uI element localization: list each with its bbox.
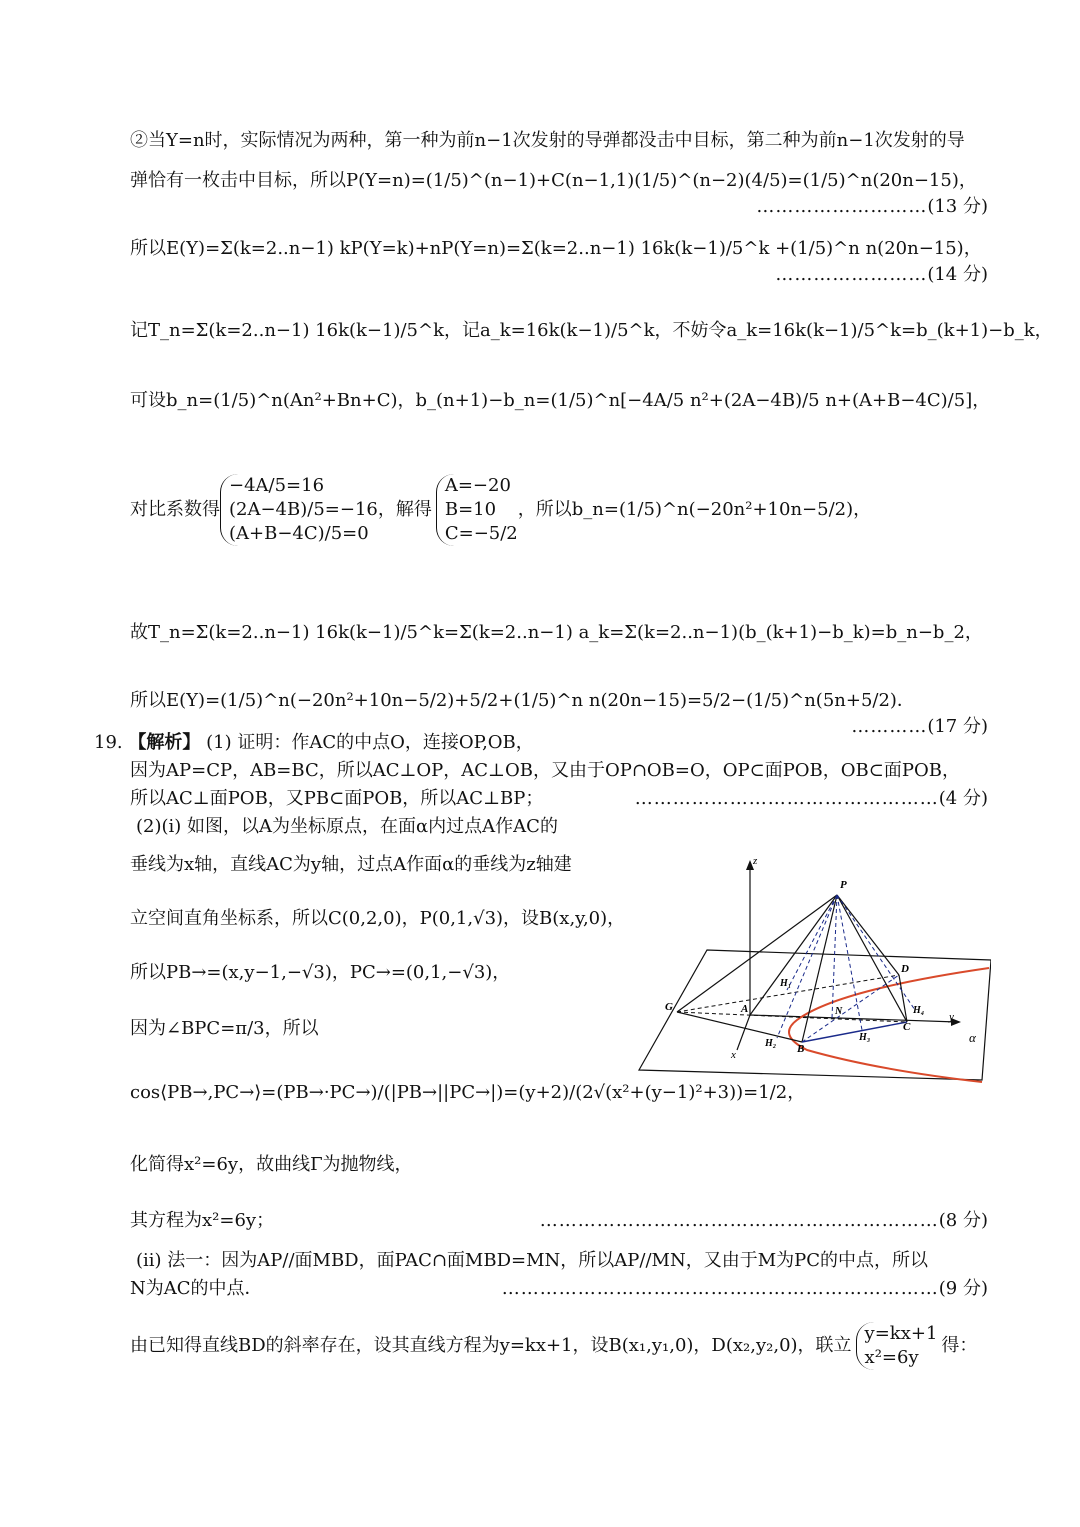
equation-system-solution: [436, 474, 518, 546]
score-4: (4 分): [938, 788, 988, 809]
text-p3: 记T_n=Σ(k=2..n−1) 16k(k−1)/5^k，记a_k=16k(k−1)/5^k，不妨令a_k=16k(k−1)/5^k=b_(k+1)−b_k，: [130, 320, 1053, 341]
text-q19-4: (2)(i) 如图，以A为坐标原点，在面α内过点A作AC的: [136, 816, 558, 837]
text-q19-9: cos⟨PB→,PC→⟩=(PB→·PC→)/(|PB→||PC→|)=(y+2)/(2√(x²+(y−1)²+3))=1/2，: [130, 1082, 806, 1103]
q19-line-3: 所以AC⊥面POB，又PB⊂面POB，所以AC⊥BP； …………………………………………(4 分): [130, 788, 988, 809]
text-p1b: 弹恰有一枚击中目标，所以P(Y=n)=(1/5)^(n−1)+C(n−1,1)(1/5)^(n−2)(4/5)=(1/5)^n(20n−15)，: [130, 170, 977, 191]
dashed-PH4: [837, 895, 915, 1010]
q19-line-4: [136, 814, 988, 840]
text-p4: 可设b_n=(1/5)^n(An²+Bn+C)，b_(n+1)−b_n=(1/5)^n[−4A/5 n²+(2A−4B)/5 n+(A+B−4C)/5]，: [130, 390, 991, 411]
analysis-tag: 【解析】: [128, 732, 201, 753]
label-H4: H₄: [913, 1005, 925, 1016]
label-B: B: [797, 1043, 805, 1055]
text-q19-10: 化简得x²=6y，故曲线Γ为抛物线，: [130, 1154, 413, 1175]
text-q19-13: N为AC的中点．: [130, 1278, 263, 1299]
score-14: (14 分): [927, 264, 988, 285]
question-number: 19.: [94, 732, 123, 753]
q19-line-13: N为AC的中点． ……………………………………………………………(9 分): [130, 1278, 988, 1299]
system-row: C=−5/2: [444, 523, 518, 544]
text-p5-lead: 对比系数得: [130, 499, 220, 520]
text-p7: 所以E(Y)=(1/5)^n(−20n²+10n−5/2)+5/2+(1/5)^n n(20n−15)=5/2−(1/5)^n(5n+5/2)．: [130, 690, 915, 711]
solution-line-8: 所以E(Y)=(1/5)^n(−20n²+10n−5/2)+5/2+(1/5)^n n(20n−15)=5/2−(1/5)^n(5n+5/2)． …………(17 分): [130, 690, 988, 737]
solution-line-2: 弹恰有一枚击中目标，所以P(Y=n)=(1/5)^(n−1)+C(n−1,1)(1/5)^(n−2)(4/5)=(1/5)^n(20n−15)， ………………………(13 分): [130, 170, 988, 217]
text-p6: 故T_n=Σ(k=2..n−1) 16k(k−1)/5^k=Σ(k=2..n−1) a_k=Σ(k=2..n−1)(b_(k+1)−b_k)=b_n−b_2，: [130, 622, 983, 643]
text-q19-7: 所以PB→=(x,y−1,−√3)，PC→=(0,1,−√3)，: [130, 962, 511, 983]
equation-system-coefficients: [220, 474, 378, 546]
solution-line-6: [130, 440, 988, 580]
q19-line-14: [130, 1318, 988, 1374]
label-x: x: [731, 1049, 736, 1061]
solution-line-7: [130, 620, 988, 646]
system-row: A=−20: [444, 475, 511, 496]
solution-line-5: [130, 388, 991, 414]
y-axis: [750, 1015, 957, 1022]
equation-system-intersection: [856, 1322, 938, 1370]
q19-line-1: [94, 730, 988, 756]
q19-line-5: [130, 852, 630, 878]
q19-line-8: [130, 1016, 630, 1042]
system-row: −4A/5=16: [229, 475, 325, 496]
edge-PA: [750, 895, 837, 1015]
q19-line-11: 其方程为x²=6y； ………………………………………………………(8 分): [130, 1210, 988, 1231]
system-row: y=kx+1: [864, 1323, 938, 1344]
label-H2: H₂: [765, 1038, 777, 1049]
solution-line-3: 所以E(Y)=Σ(k=2..n−1) kP(Y=k)+nP(Y=n)=Σ(k=2..n−1) 16k(k−1)/5^k +(1/5)^n n(20n−15)， ……………………(14 分): [130, 238, 988, 285]
text-q19-11: 其方程为x²=6y；: [130, 1210, 275, 1231]
score-8: (8 分): [938, 1210, 988, 1231]
system-row: (A+B−4C)/5=0: [229, 523, 369, 544]
q19-line-2: [130, 758, 988, 784]
text-q19-2: 因为AP=CP，AB=BC，所以AC⊥OP，AC⊥OB，又由于OP∩OB=O，OP⊂面POB，OB⊂面POB，: [130, 760, 960, 781]
score-13: (13 分): [927, 196, 988, 217]
text-q19-14: 由已知得直线BD的斜率存在，设其直线方程为y=kx+1，设B(x₁,y₁,0)，D(x₂,y₂,0)，联立: [130, 1335, 852, 1356]
text-q19-1: (1) 证明：作AC的中点O，连接OP,OB，: [206, 732, 534, 753]
text-q19-8: 因为∠BPC=π/3，所以: [130, 1018, 319, 1039]
solution-line-4: [130, 318, 1053, 344]
label-A: A: [741, 1003, 749, 1015]
label-H1: H₁: [780, 978, 792, 989]
text-p2: 所以E(Y)=Σ(k=2..n−1) kP(Y=k)+nP(Y=n)=Σ(k=2..n−1) 16k(k−1)/5^k +(1/5)^n n(20n−15)，: [130, 238, 982, 259]
dashed-PH1: [787, 895, 837, 990]
label-alpha: α: [969, 1030, 976, 1045]
system-row: x²=6y: [864, 1347, 919, 1368]
system-row: (2A−4B)/5=−16: [229, 499, 378, 520]
label-H3: H₃: [859, 1032, 871, 1043]
edge-PD: [837, 895, 899, 975]
q19-line-6: [130, 906, 630, 932]
q19-line-12: [136, 1248, 988, 1274]
x-axis: [737, 1015, 750, 1050]
label-N: N: [835, 1006, 843, 1017]
text-q19-5: 垂线为x轴，直线AC为y轴，过点A作面α的垂线为z轴建: [130, 854, 572, 875]
text-q19-6: 立空间直角坐标系，所以C(0,2,0)，P(0,1,√3)，设B(x,y,0)，: [130, 908, 626, 929]
system-row: B=10: [444, 499, 497, 520]
label-D: D: [901, 963, 909, 975]
label-z: z: [753, 855, 758, 867]
score-17: (17 分): [927, 716, 988, 737]
score-9: (9 分): [938, 1278, 988, 1299]
edge-BC: [802, 1022, 907, 1042]
pyramid-diagram: [637, 850, 991, 1090]
edge-PC: [837, 895, 907, 1022]
label-G: G: [665, 1001, 673, 1013]
q19-line-9: [130, 1080, 806, 1106]
solution-line-1: [130, 128, 988, 154]
text-q19-3: 所以AC⊥面POB，又PB⊂面POB，所以AC⊥BP；: [130, 788, 544, 809]
pyramid-figure: [637, 850, 991, 1090]
text-q19-12: (ii) 法一：因为AP//面MBD，面PAC∩面MBD=MN，所以AP//MN，又由于M为PC的中点，所以: [136, 1250, 929, 1271]
q19-line-7: [130, 960, 630, 986]
text-p5-tail: ，所以b_n=(1/5)^n(−20n²+10n−5/2)，: [517, 499, 872, 520]
text-p5-mid: ，解得: [377, 499, 432, 520]
label-y: y: [949, 1011, 954, 1023]
label-P: P: [840, 879, 847, 891]
q19-line-10: [130, 1152, 988, 1178]
label-C: C: [903, 1021, 911, 1033]
text-q19-14-tail: 得：: [941, 1335, 978, 1356]
text-p1a: ②当Y=n时，实际情况为两种，第一种为前n−1次发射的导弹都没击中目标，第二种为前n−1次发射的导: [130, 130, 965, 151]
